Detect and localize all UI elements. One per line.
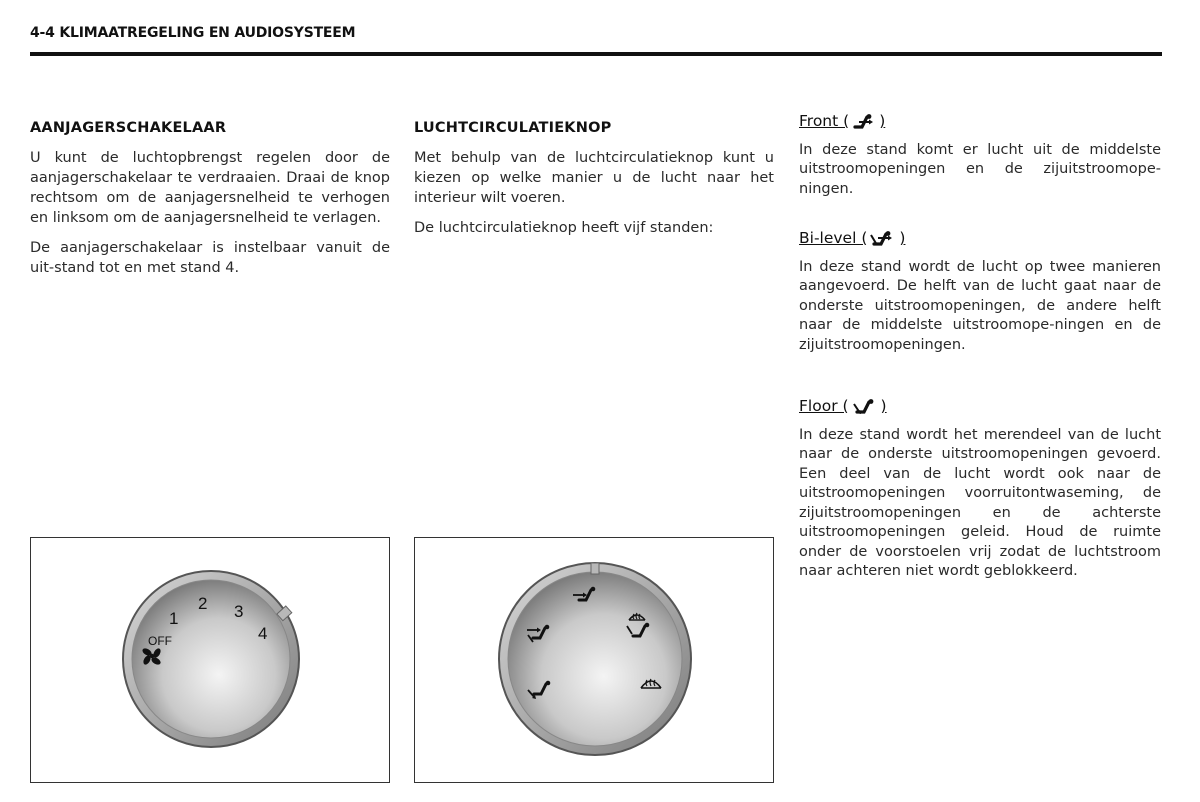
front-heading-label: Front ( xyxy=(799,112,850,130)
off-label: OFF xyxy=(148,634,172,648)
blower-knob-figure xyxy=(30,537,390,783)
bi-level-heading-close: ) xyxy=(899,229,906,247)
blower-paragraph-2: De aanjagerschakelaar is instelbaar vanuit de uit-stand tot en met stand 4. xyxy=(30,240,390,276)
column-blower-switch xyxy=(30,118,390,288)
column-air-distribution xyxy=(414,118,774,248)
front-text: In deze stand komt er lucht uit de middelste uitstroomopeningen en de zijuitstroomope-ningen. xyxy=(799,141,1161,197)
air-distribution-paragraph-2: De luchtcirculatieknop heeft vijf standen: xyxy=(414,220,714,236)
section-floor xyxy=(799,397,1161,582)
section-bi-level xyxy=(799,229,1161,355)
bi-level-heading xyxy=(799,229,1161,249)
air-knob-pointer xyxy=(591,563,599,574)
floor-text: In deze stand wordt het merendeel van de lucht naar de onderste uitstroomopeningen gevoerd. Een deel van de lucht wordt ook naar de uitstroomopeningen voorruitontwaseming, de zijuitstroomopeningen en de achterste uitstroomopeningen geleid. Houd de ruimte onder de voorstoelen vrij zodat de luchtstroom naar achteren niet wordt geblokkeerd. xyxy=(799,426,1161,579)
floor-heading-close: ) xyxy=(880,397,887,415)
bi-level-heading-label: Bi-level ( xyxy=(799,229,868,247)
floor-vent-icon xyxy=(852,398,878,416)
page-header: 4-4 KLIMAATREGELING EN AUDIOSYSTEEM xyxy=(30,25,356,41)
air-distribution-paragraph-1: Met behulp van de luchtcirculatieknop kunt u kiezen op welke manier u de lucht naar het interieur wilt voeren. xyxy=(414,150,774,206)
bi-level-vent-icon xyxy=(870,230,896,248)
front-heading-close: ) xyxy=(879,112,886,130)
air-distribution-knob[interactable] xyxy=(508,572,682,746)
floor-heading xyxy=(799,397,1161,417)
speed-1-label: 1 xyxy=(169,609,179,628)
speed-4-label: 4 xyxy=(258,624,268,643)
blower-paragraph-1: U kunt de luchtopbrengst regelen door de aanjagerschakelaar te verdraaien. Draai de knop rechtsom om de aanjagersnelheid te verhogen en linksom om de aanjagersnelheid te verlagen. xyxy=(30,150,390,226)
air-distribution-knob-figure xyxy=(414,537,774,783)
front-heading xyxy=(799,112,1161,132)
air-distribution-heading: LUCHTCIRCULATIEKNOP xyxy=(414,120,612,136)
section-front xyxy=(799,112,1161,199)
bi-level-text: In deze stand wordt de lucht op twee manieren aangevoerd. De helft van de lucht gaat naar de onderste uitstroomopeningen, de andere helft naar de middelste uitstroomope-ningen en de zijuitstroomopeningen. xyxy=(799,258,1161,353)
header-rule xyxy=(30,52,1162,56)
front-vent-icon xyxy=(852,113,876,131)
floor-heading-label: Floor ( xyxy=(799,397,849,415)
blower-heading: AANJAGERSCHAKELAAR xyxy=(30,120,227,136)
column-modes xyxy=(799,112,1161,582)
speed-2-label: 2 xyxy=(198,594,208,613)
speed-3-label: 3 xyxy=(234,602,244,621)
